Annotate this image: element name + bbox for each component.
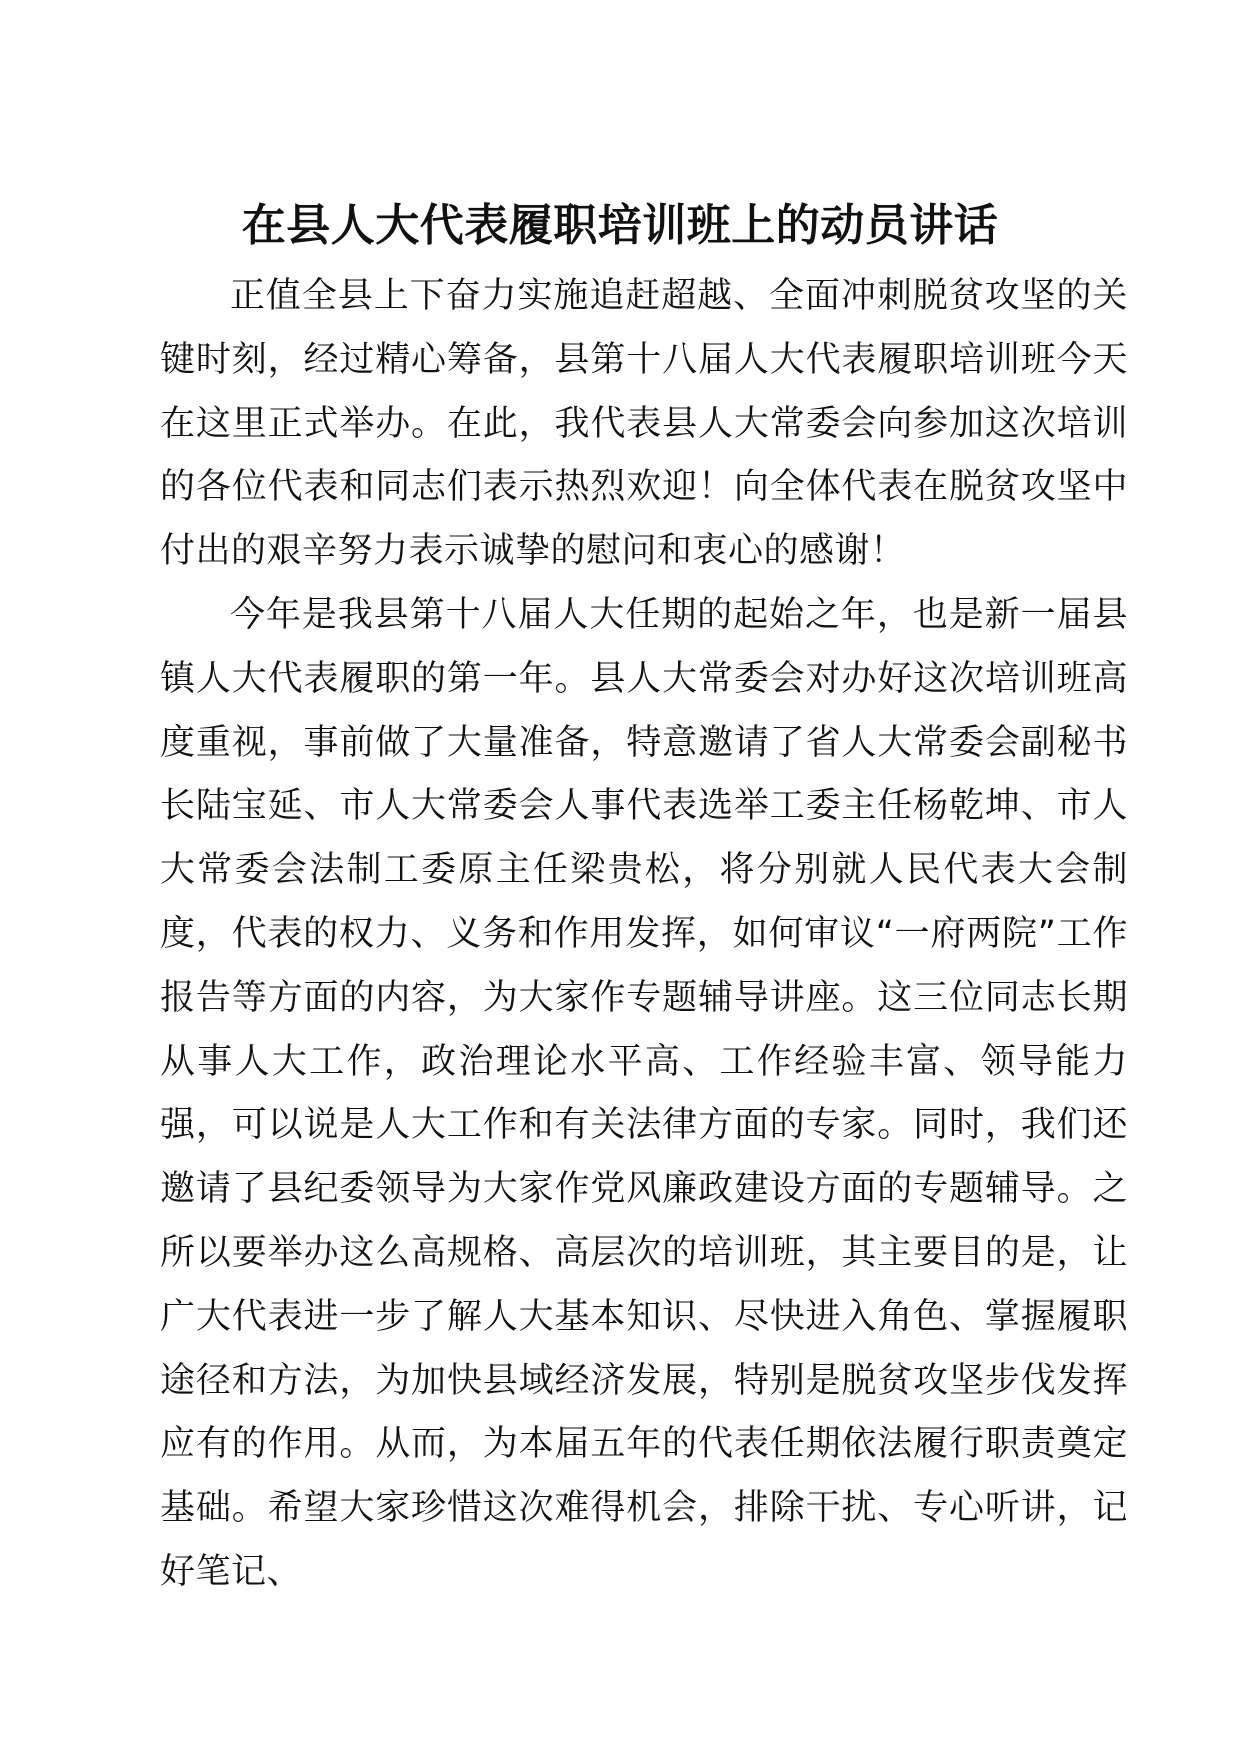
paragraph-1: 正值全县上下奋力实施追赶超越、全面冲刺脱贫攻坚的关键时刻，经过精心筹备，县第十八届人大代表履职培训班今天在这里正式举办。在此，我代表县人大常委会向参加这次培训的各位代表和同志们表示热烈欢迎！向全体代表在脱贫攻坚中付出的艰辛努力表示诚挚的慰问和衷心的感谢！ <box>160 276 1128 572</box>
paragraph-2: 今年是我县第十八届人大任期的起始之年，也是新一届县镇人大代表履职的第一年。县人大常委会对办好这次培训班高度重视，事前做了大量准备，特意邀请了省人大常委会副秘书长陆宝延、市人大常委会人事代表选举工委主任杨乾坤、市人大常委会法制工委原主任梁贵松，将分别就人民代表大会制度，代表的权力、义务和作用发挥，如何审议“一府两院”工作报告等方面的内容，为大家作专题辅导讲座。这三位同志长期从事人大工作，政治理论水平高、工作经验丰富、领导能力强，可以说是人大工作和有关法律方面的专家。同时，我们还邀请了县纪委领导为大家作党风廉政建设方面的专题辅导。之所以要举办这么高规格、高层次的培训班，其主要目的是，让广大代表进一步了解人大基本知识、尽快进入角色、掌握履职途径和方法，为加快县域经济发展，特别是脱贫攻坚步伐发挥应有的作用。从而，为本届五年的代表任期依法履行职责奠定基础。希望大家珍惜这次难得机会，排除干扰、专心听讲，记好笔记、 <box>160 594 1128 1592</box>
document-title: 在县人大代表履职培训班上的动员讲话 <box>241 200 999 251</box>
document-body <box>160 265 1128 1605</box>
